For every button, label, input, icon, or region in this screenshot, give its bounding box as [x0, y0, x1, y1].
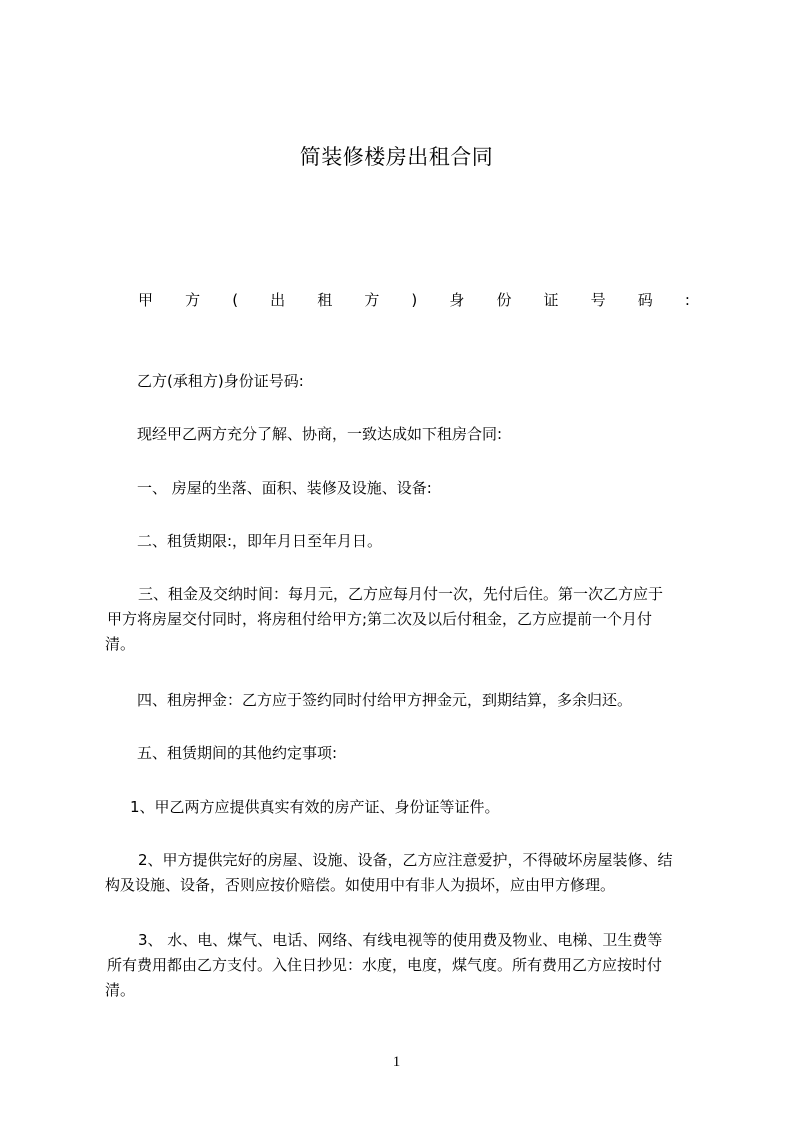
clause-3-line: 三、租金及交纳时间：每月元，乙方应每月付一次，先付后住。第一次乙方应于 [138, 585, 664, 603]
page-number: 1 [392, 1054, 401, 1070]
party-b-id-line: 乙方(承租方)身份证号码: [137, 372, 304, 390]
party-a-char: 方 [364, 291, 380, 309]
party-a-char: 身 [449, 291, 465, 309]
party-a-char: 号 [590, 291, 606, 309]
party-a-char: 方 [185, 291, 201, 309]
party-a-char: ( [232, 291, 239, 309]
document-title: 简装修楼房出租合同 [299, 145, 494, 169]
item-3-line: 所有费用都由乙方支付。入住日抄见：水度，电度，煤气度。所有费用乙方应按时付 [107, 956, 663, 974]
clause-3-line: 甲方将房屋交付同时，将房租付给甲方;第二次及以后付租金，乙方应提前一个月付 [107, 610, 653, 628]
clause-1: 一、 房屋的坐落、面积、装修及设施、设备: [137, 479, 432, 497]
item-2-line: 2、甲方提供完好的房屋、设施、设备，乙方应注意爱护，不得破坏房屋装修、结 [138, 851, 673, 869]
clause-3-line: 清。 [105, 635, 136, 653]
clause-5: 五、租赁期间的其他约定事项: [137, 744, 338, 762]
item-1: 1、甲乙两方应提供真实有效的房产证、身份证等证件。 [130, 798, 500, 816]
clause-2: 二、租赁期限:，即年月日至年月日。 [137, 532, 383, 550]
party-a-char: 出 [270, 291, 286, 309]
party-a-id-line [105, 288, 690, 313]
party-a-char: 份 [496, 291, 512, 309]
clause-3 [105, 582, 705, 657]
item-3-line: 清。 [105, 981, 136, 999]
item-2 [105, 848, 705, 898]
party-a-char: ) [411, 291, 418, 309]
party-a-char: : [684, 291, 690, 309]
party-a-char: 码 [637, 291, 653, 309]
item-2-line: 构及设施、设备，否则应按价赔偿。如使用中有非人为损坏，应由甲方修理。 [105, 876, 616, 894]
clause-4: 四、租房押金：乙方应于签约同时付给甲方押金元，到期结算，多余归还。 [137, 691, 633, 709]
intro-paragraph: 现经甲乙两方充分了解、协商，一致达成如下租房合同: [137, 425, 503, 443]
item-3-line: 3、 水、电、煤气、电话、网络、有线电视等的使用费及物业、电梯、卫生费等 [138, 931, 663, 949]
party-a-char: 租 [317, 291, 333, 309]
party-a-char: 甲 [138, 291, 154, 309]
item-3 [105, 928, 705, 1003]
party-a-char: 证 [543, 291, 559, 309]
